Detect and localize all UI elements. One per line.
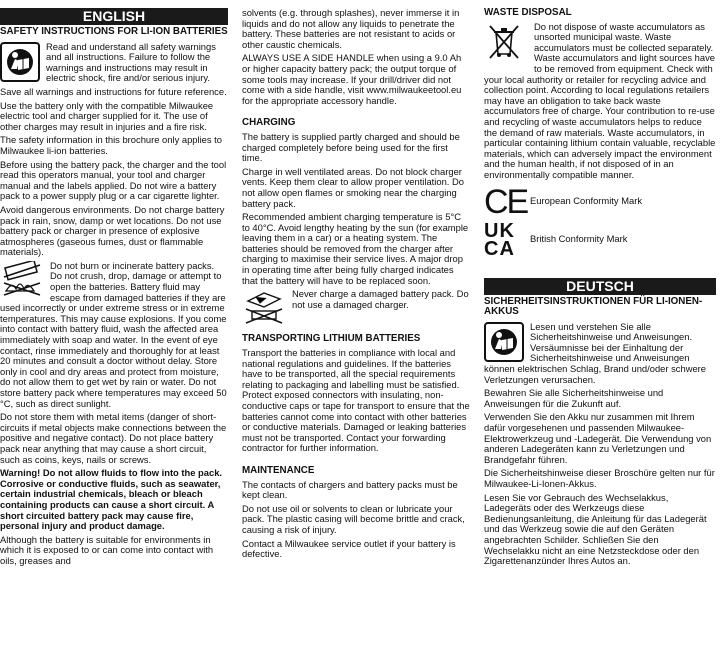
info-text: The safety information in this brochure only applies to Milwaukee li-ion batteries. xyxy=(0,134,222,156)
de-read-manual-icon xyxy=(484,322,524,362)
ukca-text: British Conformity Mark xyxy=(530,233,628,245)
ukca-mark-row xyxy=(484,219,716,260)
damaged-charge-block xyxy=(242,289,470,310)
de-text-1: Bewahren Sie alle Sicherheitshinweise und Anweisungen für die Zukunft auf. xyxy=(484,387,664,409)
read-manual-icon xyxy=(0,42,40,82)
charging-text-3: Recommended ambient charging temperature is 5°C to 40°C. Avoid lengthy heating by the sun (for example leaving them in a car) or a heating system. The batteries should be removed from the charger after charging to maximise their service lives. A major drop in operating time after being fully charged indicates that the battery will have to be replaced soon. xyxy=(242,211,469,286)
although-text: Although the battery is suitable for environments in which it is exposed to or can come into contact with oils, greases and xyxy=(0,533,214,566)
charging-heading: CHARGING xyxy=(242,117,296,129)
de-read-text: Lesen und verstehen Sie alle Sicherheitshinweise und Anweisungen. Versäumnisse bei der Einhaltung der Sicherheitshinweise und Anweisungen können elektrischen Schlag, Brand und/oder schwere Verletzungen verursachen. xyxy=(484,320,707,385)
de-text-3: Die Sicherheitshinweise dieser Broschüre gelten nur für Milwaukee-Li-Ionen-Akkus. xyxy=(484,467,715,489)
maintenance-heading: MAINTENANCE xyxy=(242,464,315,476)
waste-text: Do not dispose of waste accumulators as unsorted municipal waste. Waste accumulators must be collected separately. Waste accumulators and light sources have to be removed from equipment. Check with your local authority or retailer for recycling advice and collection point. According to local regulations retailers may have an obligation to take back waste accumulators free of charge. Your contribution to re-use and recycling of waste accumulators helps to reduce the demand of raw materials. Waste accumulators, in particular containing lithium contain valuable, recyclable materials, which can adversely impact the environment and the human health, if not disposed of in an environmentally compatible manner. xyxy=(484,20,716,180)
use-text: Use the battery only with the compatible Milwaukee electric tool and charger supplied for it. The use of other charges may result in injuries and a fire risk. xyxy=(0,99,214,132)
ce-text: European Conformity Mark xyxy=(530,195,643,207)
warning-text: Warning! Do not allow fluids to flow into the pack. Corrosive or conductive fluids, such as seawater, certain industrial chemicals, bleach or bleach containing products can cause a short circuit. A short circuited battery pack may cause fire, personal injury and product damage. xyxy=(0,467,223,532)
side-handle-text: ALWAYS USE A SIDE HANDLE when using a 9.0 Ah or higher capacity battery pack; the output torque of some tools may increase. If your drill/driver did not come with a side handle, visit www.milwaukeetool.eu for the appropriate accessory handle. xyxy=(242,52,462,106)
english-title: ENGLISH xyxy=(0,8,228,25)
safety-heading: SAFETY INSTRUCTIONS FOR LI-ION BATTERIES xyxy=(0,26,228,37)
waste-block xyxy=(484,22,716,181)
no-damaged-battery-icon xyxy=(242,289,286,328)
read-instructions-block xyxy=(0,42,228,84)
de-safety-heading: SICHERHEITSINSTRUKTIONEN FÜR LI-IONEN-AKKUS xyxy=(484,295,703,318)
de-text-2: Verwenden Sie den Akku nur zusammen mit Ihrem dafür vorgesehenen und passenden Milwaukee-Elektrowerkzeug und -Ladegerät. Die Verwendung von anderen Ladegeräten kann zu Verletzungen und Brandgefahr führen. xyxy=(484,411,712,465)
save-text: Save all warnings and instructions for future reference. xyxy=(0,85,227,97)
waste-heading: WASTE DISPOSAL xyxy=(484,7,572,18)
no-burn-icon xyxy=(0,261,44,300)
column-1 xyxy=(0,0,228,570)
deutsch-title: DEUTSCH xyxy=(484,278,716,295)
solvents-text: solvents (e.g. through splashes), never immerse it in liquids and do not allow any liquids to penetrate the battery. These batteries are not resistant to acids or other caustic chemicals. xyxy=(242,7,460,50)
maintenance-text-3: Contact a Milwaukee service outlet if your battery is defective. xyxy=(242,537,456,560)
read-text: Read and understand all safety warnings and all instructions. Failure to follow the warnings and instructions may result in electric shock, fire and/or serious injury. xyxy=(46,40,216,84)
metal-text: Do not store them with metal items (danger of short-circuits if metal objects make connections between the positive and negative contact). Do not place battery pack near anything that may cause a short circuit, such as coins, keys, nails or screws. xyxy=(0,411,227,465)
maintenance-text-2: Do not use oil or solvents to clean or lubricate your pack. The plastic casing will become brittle and crack, causing a risk of injury. xyxy=(242,502,465,535)
ukca-logo: UK CA xyxy=(484,219,515,260)
maintenance-text-1: The contacts of chargers and battery packs must be kept clean. xyxy=(242,478,458,501)
column-2 xyxy=(242,8,470,563)
ce-mark-row xyxy=(484,184,716,220)
avoid-text: Avoid dangerous environments. Do not charge battery pack in rain, snow, damp or wet locations. Do not use battery pack or charger in presence of explosive atmospheres (gaseous fumes, dust or flammable materials). xyxy=(0,203,225,258)
transport-heading: TRANSPORTING LITHIUM BATTERIES xyxy=(242,333,421,345)
charging-text-2: Charge in well ventilated areas. Do not block charger vents. Keep them clear to allow proper ventilation. Do not allow open flames or smoking near the charging battery pack. xyxy=(242,165,464,209)
de-text-4: Lesen Sie vor Gebrauch des Wechselakkus, Ladegeräts oder des Werkzeugs diese Bedienungsanleitung, die Anleitung für das Ladegerät und das Werkzeug sowie die auf den Geräten angebrachten Schilder. Schließen Sie den Wechselakku nicht an eine Netzsteckdose oder den Zigarettenanzünder Ihres Autos an. xyxy=(484,491,707,567)
before-text: Before using the battery pack, the charger and the tool read this operators manual, your tool and charger manual and the labels applied. Do not wire a battery pack to a power supply plug or a car cigarette lighter. xyxy=(0,158,227,202)
de-read-block xyxy=(484,322,716,386)
ce-logo: CE xyxy=(484,182,528,221)
column-3 xyxy=(484,6,716,570)
charging-text-4: Never charge a damaged battery pack. Do not use a damaged charger. xyxy=(292,288,469,310)
burn-text: Do not burn or incinerate battery packs. Do not crush, drop, damage or attempt to open the batteries. Battery fluid may escape from damaged batteries if they are used incorrectly or under extreme stress or in extreme temperatures. This may cause explosions. If you come into contact with battery fluid, wash the affected area immediately with soap and water. In the event of eye contact, rinse immediately and thoroughly for at least 20 minutes and consult a doctor without delay. Store only in cool and dry areas and protect from moisture, do not allow them to get wet by rain or water. Do not store battery pack where temperatures may exceed 50 °C, such as direct sunlight. xyxy=(0,259,227,409)
charging-text-1: The battery is supplied partly charged and should be charged completely before being used for the first time. xyxy=(242,130,460,164)
crossed-bin-icon xyxy=(484,22,528,65)
transport-text: Transport the batteries in compliance with local and national regulations and guidelines. If the batteries have to be transported, all the special requirements relating to packaging and labelling must be satisfied. Protect exposed connectors with insulating, non-conductive caps or tape for transport to ensure that the batteries cannot come into contact with other batteries or conductive materials. Damaged or leaking batteries must not be transported. Contact your forwarding contractor for further information. xyxy=(242,347,470,454)
burn-block xyxy=(0,261,228,409)
